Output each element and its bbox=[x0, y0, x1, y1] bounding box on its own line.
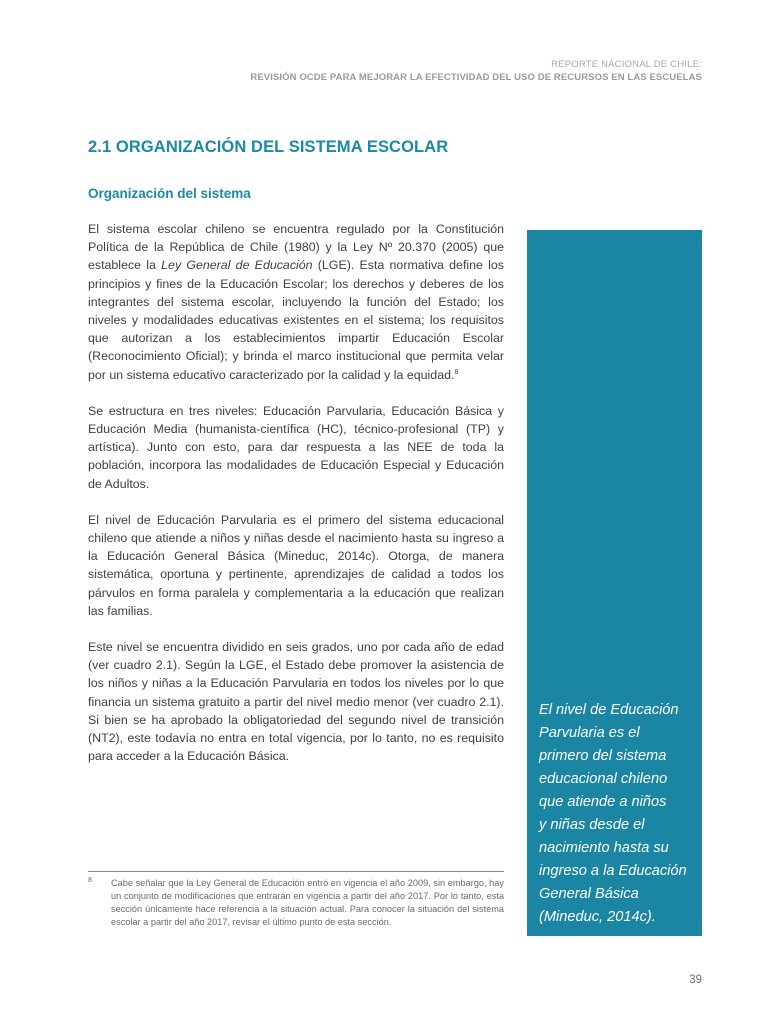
subsection-title: Organización del sistema bbox=[88, 186, 251, 201]
paragraph-3: El nivel de Educación Parvularia es el primero del sistema educacional chileno que atiende a niños y niñas desde el nacimiento hasta su ingreso a la Educación General Básica (Mineduc, 2014c). Otorga, de manera sistemática, oportuna y pertinente, aprendizajes de calidad a todos los párvulos en forma paralela y complementaria a la educación que realizan las familias. bbox=[88, 512, 504, 618]
pull-quote-text: El nivel de Educación Parvularia es el primero del sistema educacional chileno que atiende a niños y niñas desde el nacimiento hasta su ingreso a la Educación General Básica (Mineduc, 2014c). bbox=[539, 702, 687, 925]
page-number: 39 bbox=[689, 974, 702, 986]
header-report-title: REPORTE NACIONAL DE CHILE: bbox=[551, 59, 702, 70]
law-title-italic: Ley General de Educación bbox=[161, 258, 313, 273]
footnote-text: Cabe señalar que la Ley General de Educación entró en vigencia el año 2009, sin embargo, hay un conjunto de modificaciones que entrarán en vigencia a partir del año 2017. Por lo tanto, esta sección únicamente hace referencia a la situación actual. Para conocer la situación del sistema escolar a partir del año 2017, revisar el último punto de esta sección. bbox=[111, 878, 504, 927]
footnote-reference[interactable]: 8 bbox=[454, 368, 459, 376]
paragraph-1 bbox=[88, 220, 504, 384]
section-title: 2.1 ORGANIZACIÓN DEL SISTEMA ESCOLAR bbox=[88, 138, 449, 156]
paragraph-4: Este nivel se encuentra dividido en seis grados, uno por cada año de edad (ver cuadro 2.1). Según la LGE, el Estado debe promover la asistencia de los niños y niñas a la Educación Parvularia en todos los niveles por lo que financia un sistema gratuito a partir del nivel medio menor (ver cuadro 2.1). Si bien se ha aprobado la obligatoriedad del segundo nivel de transición (NT2), este todavía no entra en total vigencia, por lo tanto, no es requisito para acceder a la Educación Básica. bbox=[88, 640, 504, 764]
footnote-divider bbox=[88, 871, 504, 872]
footnote-number: 8 bbox=[88, 877, 92, 884]
paragraph-2: Se estructura en tres niveles: Educación Parvularia, Educación Básica y Educación Media (humanista-científica (HC), técnico-profesional (TP) y artística). Junto con esto, para dar respuesta a las NEE de toda la población, incorpora las modalidades de Educación Especial y Educación de Adultos. bbox=[88, 403, 504, 491]
header-report-subtitle: REVISIÓN OCDE PARA MEJORAR LA EFECTIVIDAD DEL USO DE RECURSOS EN LAS ESCUELAS bbox=[250, 72, 702, 83]
paragraph-1-text-start: El sistema escolar chileno se encuentra regulado por la Constitución Política de la República de Chile (1980) y la Ley Nº 20.370 (2005) que establece la bbox=[88, 222, 504, 273]
running-header bbox=[250, 58, 702, 84]
pull-quote-sidebar bbox=[527, 230, 702, 936]
main-body-text bbox=[88, 220, 504, 783]
footnote bbox=[88, 877, 504, 929]
paragraph-1-text-end: (LGE). Esta normativa define los principios y fines de la Educación Escolar; los derechos y deberes de los integrantes del sistema escolar, incluyendo la función del Estado; los niveles y modalidades educativas existentes en el sistema; los requisitos que autorizan a los establecimientos impartir Educación Escolar (Reconocimiento Oficial); y brinda el marco institucional que permita velar por un sistema educativo caracterizado por la calidad y la equidad. bbox=[88, 258, 504, 382]
